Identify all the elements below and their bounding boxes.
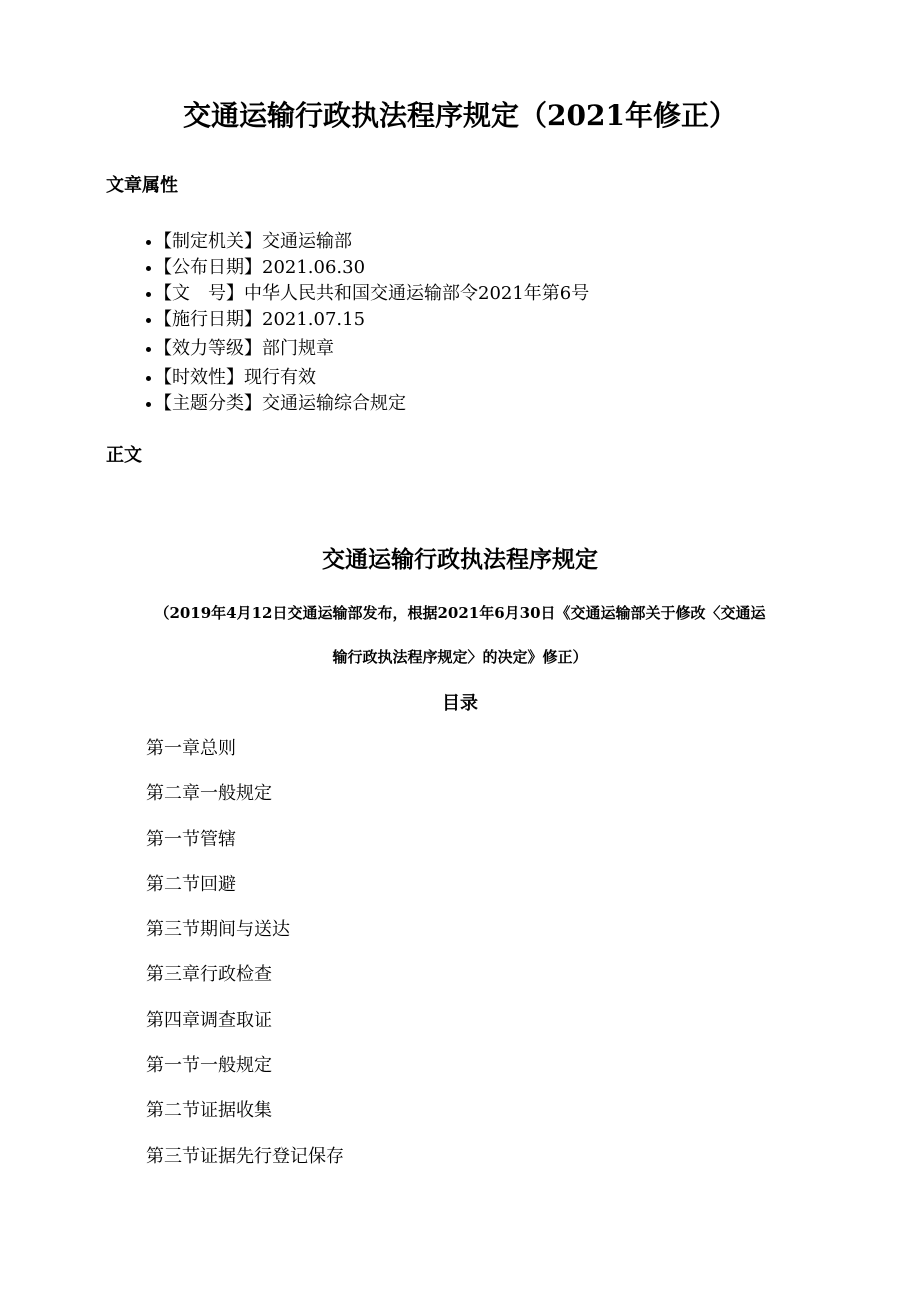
- attribute-label: 【文 号】中华人民共和国交通运输部令2021年第6号: [154, 283, 590, 304]
- table-of-contents: [146, 733, 344, 1186]
- toc-item: 第一节一般规定: [146, 1055, 272, 1077]
- attribute-item-effective-date: [146, 307, 589, 333]
- attribute-label: 【主题分类】交通运输综合规定: [154, 393, 406, 414]
- attribute-item-publish-date: [146, 255, 589, 281]
- attribute-label: 【施行日期】2021.07.15: [154, 309, 366, 330]
- body-heading: 正文: [106, 445, 142, 466]
- toc-item: 第三节期间与送达: [146, 919, 290, 941]
- regulation-title: 交通运输行政执法程序规定: [322, 546, 598, 573]
- toc-item: 第二节回避: [146, 873, 236, 895]
- attribute-label: 【制定机关】交通运输部: [154, 231, 352, 252]
- bullet-icon: [146, 402, 151, 407]
- attribute-item-document-number: [146, 281, 589, 307]
- bullet-icon: [146, 240, 151, 245]
- toc-item: 第一节管辖: [146, 828, 236, 850]
- toc-item: 第三节证据先行登记保存: [146, 1145, 344, 1167]
- attribute-label: 【公布日期】2021.06.30: [154, 257, 366, 278]
- bullet-icon: [146, 266, 151, 271]
- bullet-icon: [146, 376, 151, 381]
- toc-item: 第二节证据收集: [146, 1100, 272, 1122]
- revision-note-line-1: （2019年4月12日交通运输部发布，根据2021年6月30日《交通运输部关于修改〈交通运: [154, 604, 766, 622]
- toc-heading: 目录: [442, 693, 478, 714]
- bullet-icon: [146, 292, 151, 297]
- attribute-label: 【时效性】现行有效: [154, 367, 316, 388]
- attribute-list: [146, 229, 589, 417]
- toc-item: 第一章总则: [146, 738, 236, 759]
- attribute-label: 【效力等级】部门规章: [154, 338, 334, 359]
- attribute-item-legal-level: [146, 336, 589, 362]
- attribute-item-issuing-authority: [146, 229, 589, 255]
- toc-item: 第三章行政检查: [146, 964, 272, 986]
- document-title: 交通运输行政执法程序规定（2021年修正）: [183, 99, 737, 132]
- revision-note-line-2: 输行政执法程序规定〉的决定》修正）: [332, 648, 588, 666]
- bullet-icon: [146, 347, 151, 352]
- toc-item: 第二章一般规定: [146, 783, 272, 805]
- attributes-heading: 文章属性: [106, 175, 178, 196]
- attribute-item-validity: [146, 365, 589, 391]
- toc-item: 第四章调查取证: [146, 1009, 272, 1031]
- attribute-item-subject-category: [146, 391, 589, 417]
- bullet-icon: [146, 318, 151, 323]
